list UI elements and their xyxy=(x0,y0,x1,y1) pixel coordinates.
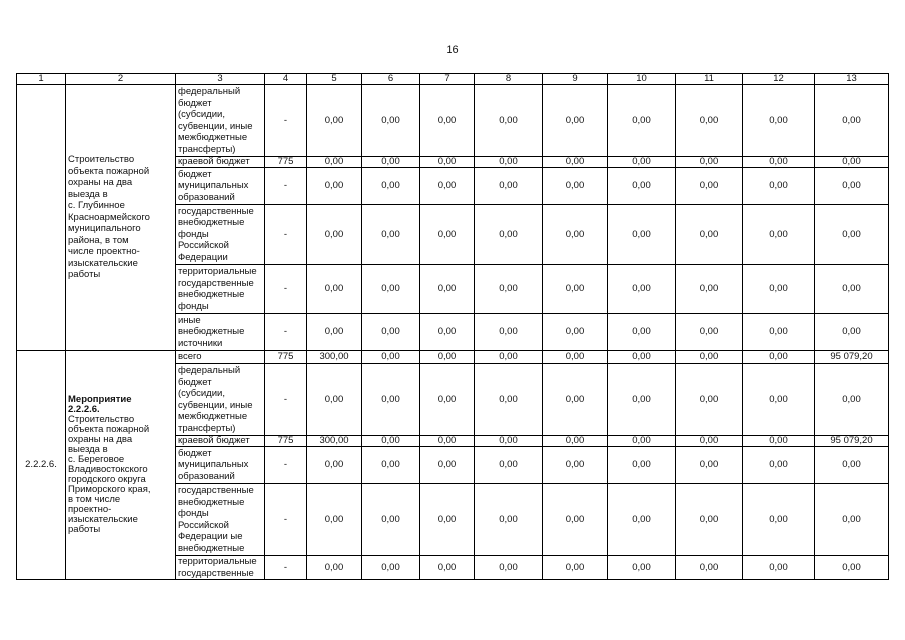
value-cell: 0,00 xyxy=(815,484,889,556)
text-line: межбюджетные xyxy=(178,411,248,422)
text-line: Российской xyxy=(178,240,229,252)
value-cell: 0,00 xyxy=(676,265,743,314)
value-cell: 0,00 xyxy=(543,157,608,168)
funding-source xyxy=(176,436,265,447)
text-line: государственные xyxy=(178,205,254,217)
text-line: в том числе xyxy=(68,494,121,505)
value-cell: 0,00 xyxy=(743,351,815,364)
value-cell: 0,00 xyxy=(420,484,475,556)
value-cell: 0,00 xyxy=(307,168,362,205)
col-header: 4 xyxy=(265,74,307,85)
value-cell: 0,00 xyxy=(475,85,543,157)
text-line: трансферты) xyxy=(178,422,236,434)
text-line: Российской xyxy=(178,519,229,531)
text-line: муниципального xyxy=(68,223,141,235)
value-cell: 0,00 xyxy=(743,168,815,205)
text-line: объекта пожарной xyxy=(68,424,150,435)
value-cell: 0,00 xyxy=(362,436,420,447)
text-line: охраны на два xyxy=(68,434,133,445)
text-line: Федерации xyxy=(178,251,228,263)
value-cell: 0,00 xyxy=(608,556,676,580)
value-cell: 0,00 xyxy=(420,351,475,364)
text-line: выезда в xyxy=(68,188,108,200)
code-cell: 775 xyxy=(265,436,307,447)
text-line: объекта пожарной xyxy=(68,165,150,177)
value-cell: 0,00 xyxy=(676,351,743,364)
value-cell: 0,00 xyxy=(815,168,889,205)
value-cell: 0,00 xyxy=(676,157,743,168)
budget-table xyxy=(16,73,889,580)
value-cell: 0,00 xyxy=(676,484,743,556)
value-cell: 0,00 xyxy=(475,436,543,447)
value-cell: 0,00 xyxy=(362,85,420,157)
text-line: с. Береговое xyxy=(68,454,125,465)
value-cell: 0,00 xyxy=(543,314,608,351)
col-header: 7 xyxy=(420,74,475,85)
value-cell: 0,00 xyxy=(543,265,608,314)
value-cell: 0,00 xyxy=(815,364,889,436)
text-line: (субсидии, xyxy=(178,109,225,120)
value-cell: 0,00 xyxy=(307,157,362,168)
text-line: внебюджетные xyxy=(178,496,245,508)
value-cell: 0,00 xyxy=(743,265,815,314)
value-cell: 0,00 xyxy=(743,364,815,436)
value-cell: 0,00 xyxy=(420,314,475,351)
value-cell: 0,00 xyxy=(420,364,475,436)
value-cell: 0,00 xyxy=(676,85,743,157)
value-cell: 0,00 xyxy=(815,265,889,314)
text-line: муниципальных xyxy=(178,459,249,471)
value-cell: 0,00 xyxy=(475,364,543,436)
funding-source xyxy=(176,447,265,484)
row-index xyxy=(17,85,66,351)
col-header: 5 xyxy=(307,74,362,85)
value-cell: 0,00 xyxy=(307,85,362,157)
text-line: государственные xyxy=(178,485,254,496)
value-cell: 0,00 xyxy=(543,351,608,364)
value-cell: 0,00 xyxy=(676,436,743,447)
text-line: государственные xyxy=(178,567,254,579)
code-cell: - xyxy=(265,85,307,157)
text-line: внебюджетные xyxy=(178,289,245,300)
text-line: Владивостокского xyxy=(68,464,148,475)
value-cell: 0,00 xyxy=(743,205,815,265)
value-cell: 0,00 xyxy=(815,447,889,484)
value-cell: 0,00 xyxy=(307,364,362,436)
value-cell: 0,00 xyxy=(815,205,889,265)
text-line: выезда в xyxy=(68,444,108,455)
text-line: муниципальных xyxy=(178,180,249,192)
value-cell: 0,00 xyxy=(608,447,676,484)
value-cell: 0,00 xyxy=(608,351,676,364)
value-cell: 0,00 xyxy=(420,556,475,580)
value-cell: 0,00 xyxy=(475,205,543,265)
value-cell: 0,00 xyxy=(362,314,420,351)
value-cell: 0,00 xyxy=(362,205,420,265)
text-line: изыскательские xyxy=(68,514,138,525)
value-cell: 0,00 xyxy=(608,157,676,168)
value-cell: 0,00 xyxy=(676,205,743,265)
col-header: 9 xyxy=(543,74,608,85)
text-line: Строительство xyxy=(68,154,135,166)
value-cell: 0,00 xyxy=(608,205,676,265)
value-cell: 0,00 xyxy=(475,314,543,351)
text-line: субвенции, иные xyxy=(178,399,253,411)
text-line: Красноармейского xyxy=(68,211,150,223)
value-cell: 0,00 xyxy=(362,157,420,168)
text-line: федеральный xyxy=(178,86,241,97)
text-line: территориальные xyxy=(178,556,257,567)
funding-source xyxy=(176,85,265,157)
col-header: 2 xyxy=(66,74,176,85)
col-header: 8 xyxy=(475,74,543,85)
funding-source xyxy=(176,484,265,556)
value-cell: 0,00 xyxy=(543,436,608,447)
value-cell: 0,00 xyxy=(743,447,815,484)
text-line: внебюджетные xyxy=(178,217,245,229)
value-cell: 0,00 xyxy=(676,364,743,436)
value-cell: 0,00 xyxy=(420,168,475,205)
text-line: Федерации ые xyxy=(178,531,243,542)
text-line: фонды xyxy=(178,228,209,240)
value-cell: 0,00 xyxy=(608,168,676,205)
value-cell: 0,00 xyxy=(475,484,543,556)
value-cell: 0,00 xyxy=(362,484,420,556)
text-line: числе проектно- xyxy=(68,246,140,258)
value-cell: 0,00 xyxy=(676,168,743,205)
text-line: бюджет xyxy=(178,376,212,388)
text-line: Мероприятие xyxy=(68,394,132,405)
header-row xyxy=(17,74,889,85)
row-index: 2.2.2.6. xyxy=(17,351,66,580)
col-header: 13 xyxy=(815,74,889,85)
value-cell: 0,00 xyxy=(543,447,608,484)
value-cell: 0,00 xyxy=(676,556,743,580)
code-cell: - xyxy=(265,314,307,351)
text-line: краевой бюджет xyxy=(178,435,250,446)
value-cell: 0,00 xyxy=(608,436,676,447)
text-line: бюджет xyxy=(178,168,212,180)
col-header: 1 xyxy=(17,74,66,85)
value-cell: 0,00 xyxy=(420,436,475,447)
text-line: с. Глубинное xyxy=(68,200,125,212)
text-line: Приморского края, xyxy=(68,484,151,495)
value-cell: 0,00 xyxy=(743,314,815,351)
text-line: государственные xyxy=(178,277,254,289)
value-cell: 0,00 xyxy=(362,168,420,205)
value-cell: 0,00 xyxy=(362,556,420,580)
funding-source xyxy=(176,364,265,436)
text-line: работы xyxy=(68,524,101,535)
text-line: источники xyxy=(178,337,223,349)
value-cell: 0,00 xyxy=(543,364,608,436)
value-cell: 0,00 xyxy=(307,556,362,580)
page-number: 16 xyxy=(446,44,459,56)
value-cell: 0,00 xyxy=(307,205,362,265)
text-line: образований xyxy=(178,470,235,482)
code-cell: - xyxy=(265,168,307,205)
value-cell: 0,00 xyxy=(362,351,420,364)
text-line: трансферты) xyxy=(178,143,236,155)
funding-source xyxy=(176,265,265,314)
value-cell: 0,00 xyxy=(543,484,608,556)
value-cell: 0,00 xyxy=(420,447,475,484)
value-cell: 0,00 xyxy=(362,364,420,436)
value-cell: 0,00 xyxy=(815,314,889,351)
value-cell: 0,00 xyxy=(743,85,815,157)
value-cell: 0,00 xyxy=(362,447,420,484)
funding-source xyxy=(176,556,265,580)
text-line: Строительство xyxy=(68,414,135,425)
funding-source xyxy=(176,157,265,168)
value-cell: 0,00 xyxy=(608,265,676,314)
text-line: субвенции, иные xyxy=(178,120,253,132)
value-cell: 0,00 xyxy=(307,314,362,351)
value-cell: 0,00 xyxy=(475,157,543,168)
value-cell: 0,00 xyxy=(475,447,543,484)
code-cell: - xyxy=(265,447,307,484)
col-header: 3 xyxy=(176,74,265,85)
value-cell: 300,00 xyxy=(307,351,362,364)
value-cell: 0,00 xyxy=(475,556,543,580)
code-cell: 775 xyxy=(265,157,307,168)
text-line: внебюджетные xyxy=(178,326,245,338)
code-cell: 775 xyxy=(265,351,307,364)
value-cell: 0,00 xyxy=(420,157,475,168)
text-line: бюджет xyxy=(178,447,212,459)
value-cell: 0,00 xyxy=(475,265,543,314)
text-line: изыскательские xyxy=(68,257,138,269)
value-cell: 0,00 xyxy=(420,205,475,265)
text-line: внебюджетные xyxy=(178,542,245,554)
text-line: краевой бюджет xyxy=(178,156,250,167)
value-cell: 0,00 xyxy=(815,157,889,168)
value-cell: 0,00 xyxy=(543,168,608,205)
event-name xyxy=(66,85,176,351)
value-cell: 95 079,20 xyxy=(815,436,889,447)
text-line: иные xyxy=(178,314,201,326)
value-cell: 0,00 xyxy=(307,484,362,556)
text-line: проектно- xyxy=(68,504,112,515)
value-cell: 0,00 xyxy=(743,436,815,447)
text-line: фонды xyxy=(178,508,209,519)
value-cell: 0,00 xyxy=(608,314,676,351)
funding-source xyxy=(176,168,265,205)
value-cell: 0,00 xyxy=(743,556,815,580)
code-cell: - xyxy=(265,265,307,314)
value-cell: 0,00 xyxy=(420,265,475,314)
value-cell: 0,00 xyxy=(543,205,608,265)
value-cell: 95 079,20 xyxy=(815,351,889,364)
code-cell: - xyxy=(265,556,307,580)
value-cell: 0,00 xyxy=(307,265,362,314)
col-header: 6 xyxy=(362,74,420,85)
event-name xyxy=(66,351,176,580)
value-cell: 0,00 xyxy=(815,556,889,580)
funding-source xyxy=(176,314,265,351)
code-cell: - xyxy=(265,205,307,265)
text-line: фонды xyxy=(178,300,209,312)
value-cell: 0,00 xyxy=(475,168,543,205)
text-line: всего xyxy=(178,351,202,362)
value-cell: 0,00 xyxy=(608,85,676,157)
value-cell: 0,00 xyxy=(676,447,743,484)
text-line: бюджет xyxy=(178,97,212,109)
text-line: территориальные xyxy=(178,266,257,277)
value-cell: 0,00 xyxy=(362,265,420,314)
value-cell: 0,00 xyxy=(608,364,676,436)
col-header: 12 xyxy=(743,74,815,85)
text-line: района, в том xyxy=(68,234,129,246)
text-line: (субсидии, xyxy=(178,388,225,399)
funding-source xyxy=(176,351,265,364)
col-header: 10 xyxy=(608,74,676,85)
col-header: 11 xyxy=(676,74,743,85)
text-line: межбюджетные xyxy=(178,132,248,143)
value-cell: 0,00 xyxy=(543,556,608,580)
table-row xyxy=(17,351,889,364)
text-line: работы xyxy=(68,269,101,281)
text-line: городского округа xyxy=(68,474,146,485)
text-line: образований xyxy=(178,191,235,203)
value-cell: 0,00 xyxy=(676,314,743,351)
value-cell: 0,00 xyxy=(307,447,362,484)
code-cell: - xyxy=(265,484,307,556)
funding-source xyxy=(176,205,265,265)
text-line: федеральный xyxy=(178,365,241,376)
code-cell: - xyxy=(265,364,307,436)
text-line: 2.2.2.6. xyxy=(68,404,100,415)
value-cell: 0,00 xyxy=(608,484,676,556)
value-cell: 0,00 xyxy=(543,85,608,157)
value-cell: 0,00 xyxy=(420,85,475,157)
value-cell: 0,00 xyxy=(475,351,543,364)
value-cell: 0,00 xyxy=(815,85,889,157)
value-cell: 0,00 xyxy=(743,157,815,168)
table-row xyxy=(17,85,889,157)
value-cell: 300,00 xyxy=(307,436,362,447)
text-line: охраны на два xyxy=(68,177,133,189)
value-cell: 0,00 xyxy=(743,484,815,556)
